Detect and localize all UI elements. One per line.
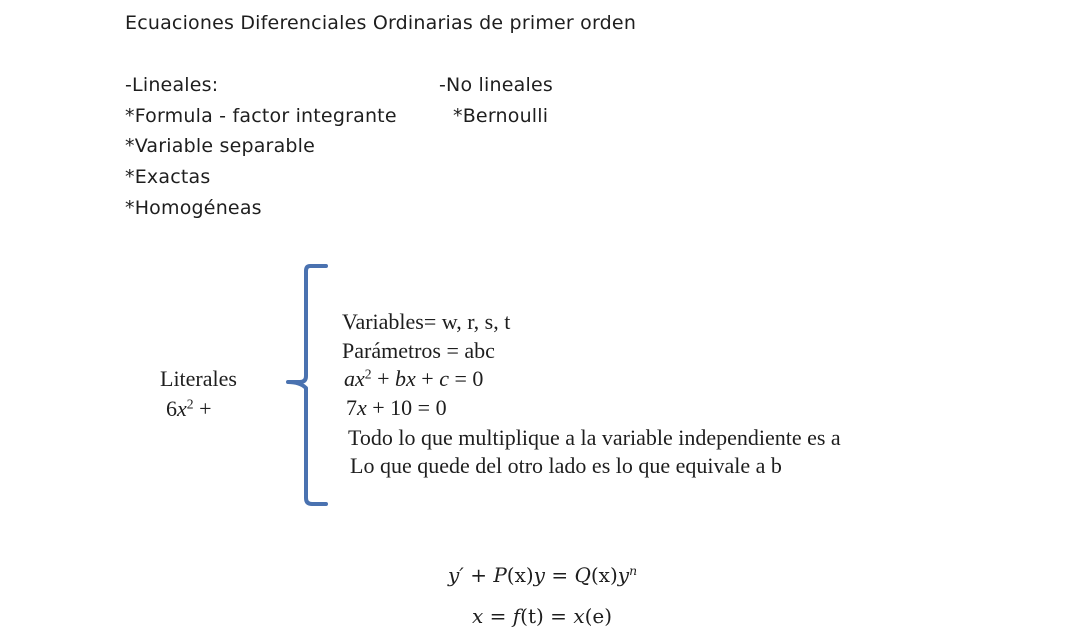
parametros-note: Parámetros = abc — [342, 338, 495, 363]
literales-label: Literales — [160, 366, 237, 391]
lineales-item: *Variable separable — [125, 135, 316, 157]
bernoulli-formula: $y' + P(x)y = Q(x)y^n$ — [448, 563, 638, 587]
literales-expression: $6x^2$ + — [166, 396, 212, 421]
note-a: Todo lo que multiplique a la variable independiente es a — [348, 425, 841, 450]
linear-equation: 7x + 10 = 0 — [346, 395, 447, 420]
lineales-item: *Formula - factor integrante — [125, 105, 397, 127]
no-lineales-item: *Bernoulli — [453, 105, 549, 127]
page-title: Ecuaciones Diferenciales Ordinarias de primer orden — [125, 12, 637, 34]
curly-bracket — [280, 258, 336, 510]
substitution-formula: x = f(t) = x(e) — [472, 604, 613, 628]
quadratic-equation: $ax^2$ + bx + c = 0 — [344, 366, 484, 391]
lineales-item: *Homogéneas — [125, 197, 262, 219]
variables-note: Variables= w, r, s, t — [342, 309, 511, 334]
no-lineales-heading: -No lineales — [439, 74, 553, 96]
lineales-item: *Exactas — [125, 166, 211, 188]
lineales-heading: -Lineales: — [125, 74, 219, 96]
note-b: Lo que quede del otro lado es lo que equivale a b — [350, 453, 782, 478]
